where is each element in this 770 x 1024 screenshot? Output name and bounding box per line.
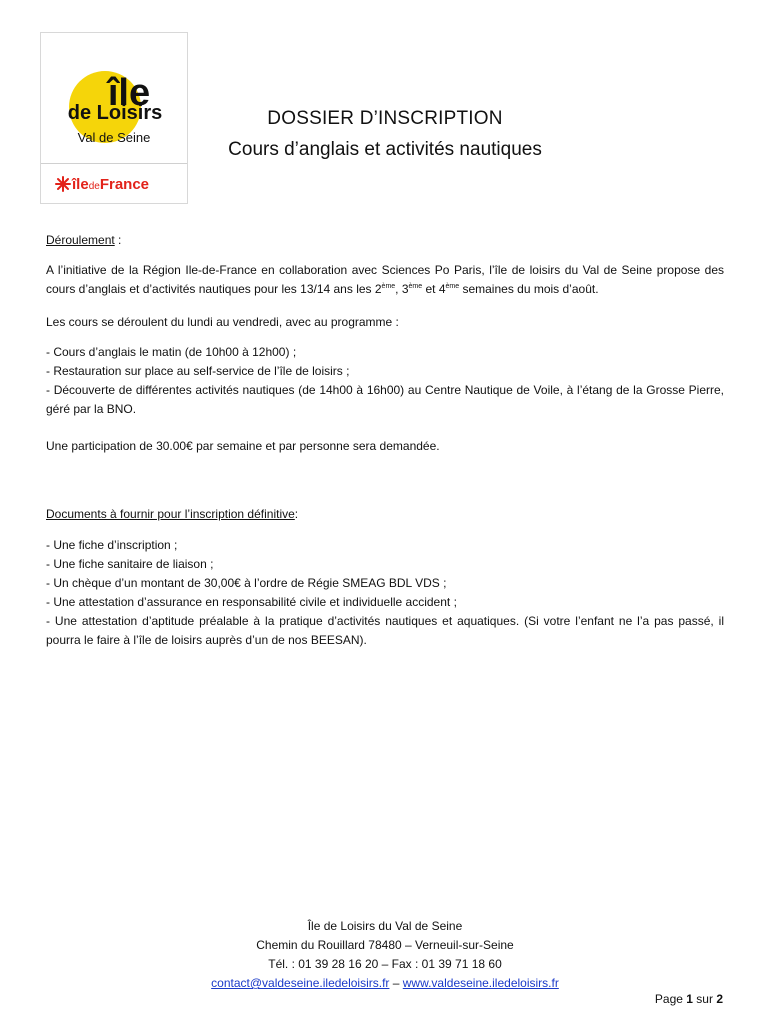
deroulement-heading xyxy=(46,231,724,250)
footer xyxy=(0,917,770,993)
program-list xyxy=(46,343,724,419)
list-item: - Découverte de différentes activités nautiques (de 14h00 à 16h00) au Centre Nautique de Voile, à l’étang de la Grosse Pierre, géré par la BNO. xyxy=(46,383,724,416)
intro-sup-3: ème xyxy=(445,283,460,290)
intro-paragraph xyxy=(46,261,724,299)
email-link[interactable]: contact@valdeseine.iledeloisirs.fr xyxy=(211,976,390,990)
logo-line2: de Loisirs xyxy=(67,102,163,124)
intro-sup-1: ème xyxy=(381,283,396,290)
region-logo-text xyxy=(71,176,149,193)
star-icon xyxy=(56,177,70,191)
list-item: - Restauration sur place au self-service de l’île de loisirs ; xyxy=(46,364,350,378)
website-link[interactable]: www.valdeseine.iledeloisirs.fr xyxy=(402,976,559,990)
list-item: - Cours d’anglais le matin (de 10h00 à 12h00) ; xyxy=(46,345,297,359)
region-name: France xyxy=(99,176,150,193)
intro-text-3: et 4 xyxy=(422,282,446,296)
list-item: - Une attestation d’aptitude préalable à la pratique d’activités nautiques et aquatiques. (Si votre l’enfant ne l’a pas passé, il pourra le faire à l’île de loisirs auprès d’un de nos BEESAN). xyxy=(46,614,724,647)
region-prefix: île xyxy=(72,176,89,193)
intro-text-2: , 3 xyxy=(395,282,409,296)
footer-link-separator: – xyxy=(389,976,403,990)
list-item: - Une attestation d’assurance en responsabilité civile et individuelle accident ; xyxy=(46,595,457,609)
intro-text-1: A l’initiative de la Région Ile-de-France en collaboration avec Sciences Po Paris, l’île de loisirs du Val de Seine propose des cours d’anglais et d’activités nautiques pour les 13/14 ans les 2 xyxy=(46,263,724,296)
intro-text-4: semaines du mois d’août. xyxy=(459,282,599,296)
page-middle: sur xyxy=(692,992,717,1006)
schedule-intro: Les cours se déroulent du lundi au vendredi, avec au programme : xyxy=(46,315,399,329)
documents-heading xyxy=(46,505,724,524)
logo-line3: Val de Seine xyxy=(77,130,151,145)
iledefrance-logo xyxy=(41,164,187,203)
region-de: de xyxy=(88,181,100,192)
page-current: 1 xyxy=(686,992,693,1006)
document-subtitle: Cours d’anglais et activités nautiques xyxy=(228,139,542,160)
deroulement-heading-label: Déroulement xyxy=(46,233,115,247)
logo-block xyxy=(40,32,188,204)
documents-list xyxy=(46,536,724,650)
list-item: - Une fiche sanitaire de liaison ; xyxy=(46,557,214,571)
page-total: 2 xyxy=(716,992,723,1006)
logo-line1: île xyxy=(107,72,151,114)
document-title: DOSSIER D’INSCRIPTION xyxy=(267,108,503,129)
intro-sup-2: ème xyxy=(408,283,423,290)
list-item: - Une fiche d’inscription ; xyxy=(46,538,178,552)
footer-org-name: Île de Loisirs du Val de Seine xyxy=(307,919,463,933)
list-item: - Un chèque d’un montant de 30,00€ à l’ordre de Régie SMEAG BDL VDS ; xyxy=(46,576,447,590)
title-block xyxy=(190,108,580,161)
documents-heading-label: Documents à fournir pour l’inscription définitive xyxy=(46,507,295,521)
footer-address: Chemin du Rouillard 78480 – Verneuil-sur-Seine xyxy=(256,938,514,952)
page-number xyxy=(655,992,723,1006)
footer-phone: Tél. : 01 39 28 16 20 – Fax : 01 39 71 18 60 xyxy=(268,957,502,971)
documents-heading-suffix: : xyxy=(294,507,299,521)
participation-text: Une participation de 30.00€ par semaine et par personne sera demandée. xyxy=(46,439,440,453)
page-prefix: Page xyxy=(654,992,687,1006)
deroulement-heading-suffix: : xyxy=(114,233,122,247)
footer-links xyxy=(0,974,770,993)
ile-de-loisirs-logo xyxy=(41,33,187,163)
